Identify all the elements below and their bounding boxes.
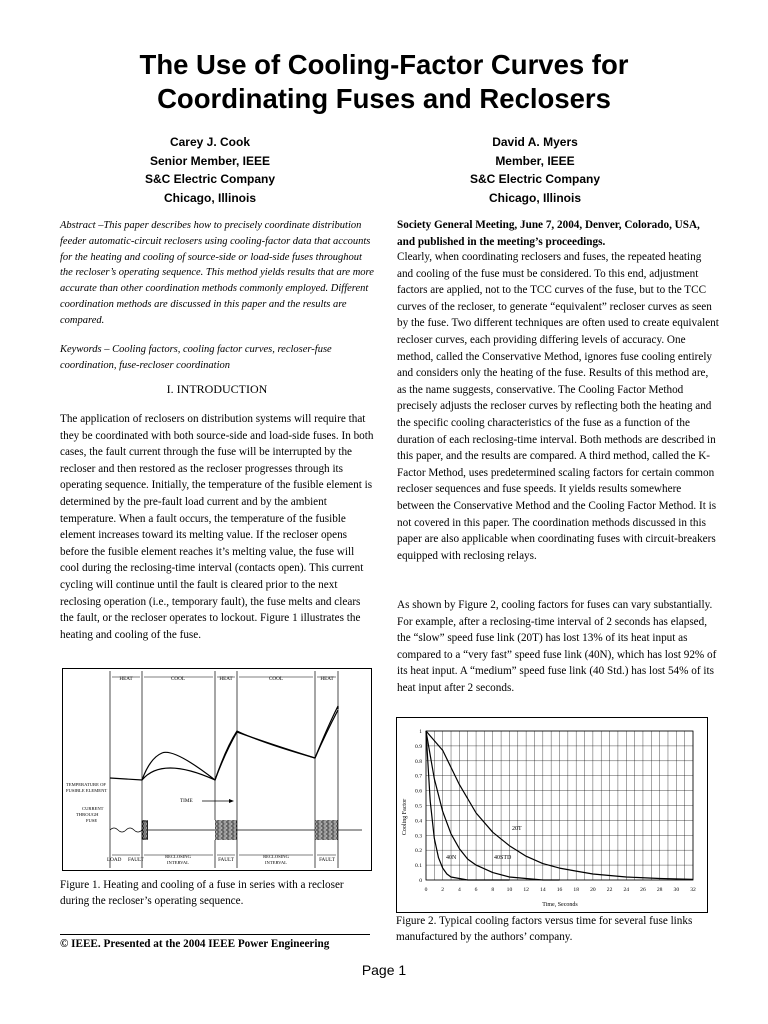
fig1-fault-current-3 <box>315 820 338 840</box>
author-company: S&C Electric Company <box>469 172 601 186</box>
chart-x-tick-label: 20 <box>590 887 596 893</box>
chart-y-tick-label: 0.7 <box>415 773 422 780</box>
chart-x-tick-label: 24 <box>623 887 630 893</box>
copyright-footer: © IEEE. Presented at the 2004 IEEE Power Engineering <box>60 938 330 950</box>
chart-x-tick-label: 32 <box>690 887 696 893</box>
series-label-40STD: 40STD <box>494 855 512 861</box>
chart-x-tick-label: 2 <box>441 887 445 893</box>
fig1-label-cool-2: COOL <box>268 676 284 682</box>
chart-x-tick-label: 4 <box>457 887 461 893</box>
chart-x-tick-label: 8 <box>491 887 495 893</box>
fig1-label-heat: HEAT <box>119 676 133 682</box>
keywords: Keywords – Cooling factors, cooling factor curves, recloser-fuse coordination, fuse-recloser coordination <box>60 344 332 371</box>
chart-x-tick-label: 28 <box>656 887 663 893</box>
figure-1-diagram <box>62 668 372 871</box>
body-paragraph-2: As shown by Figure 2, cooling factors for fuses can vary substantially. For example, after a reclosing-time interval of 2 seconds has elapsed, the “slow” speed fuse link (20T) has lost 13% of its heat input as compared to a “very fast” speed fuse link (40N), which has lost 92% of its heat input. A “medium” speed fuse link (40 Std.) has lost 54% of its heat input after 2 seconds. <box>397 599 717 694</box>
fig1-label-load: LOAD <box>107 857 122 863</box>
author-name: David A. Myers <box>492 135 578 149</box>
paper-title <box>0 48 768 116</box>
chart-y-tick-label: 1 <box>419 729 422 735</box>
fig1-label-fault: FAULT <box>128 857 144 863</box>
chart-x-tick-label: 12 <box>523 887 529 893</box>
author-location: Chicago, Illinois <box>488 190 581 205</box>
figure-1-caption: Figure 1. Heating and cooling of a fuse in series with a recloser during the recloser’s operating sequence. <box>60 879 344 907</box>
title-line-1: The Use of Cooling-Factor Curves for <box>139 49 629 80</box>
footer-divider <box>60 934 370 935</box>
fig1-label-time: TIME <box>180 798 193 804</box>
chart-y-tick-label: 0.9 <box>415 743 422 750</box>
fig1-label-temperature: TEMPERATURE OF <box>66 782 106 787</box>
meeting-note: Society General Meeting, June 7, 2004, Denver, Colorado, USA, and published in the meeting’s proceedings. <box>397 219 700 248</box>
fig1-label-fault-3: FAULT <box>319 857 335 863</box>
title-line-2: Coordinating Fuses and Reclosers <box>157 83 611 114</box>
fig1-label-reclosing-2: RECLOSING <box>263 854 289 859</box>
author-location: Chicago, Illinois <box>163 190 256 205</box>
chart-y-label: Cooling Factor <box>402 798 408 836</box>
author-block-1 <box>95 133 325 207</box>
section-heading-introduction: I. INTRODUCTION <box>166 382 268 396</box>
body-paragraph-1: Clearly, when coordinating reclosers and fuses, the repeated heating and cooling of the fuse must be considered. To this end, adjustment factors are applied, not to the TCC curves of the fuse, but to the TCC curves of the recloser, to generate “equivalent” recloser curves as seen by the fuse. Two different techniques are often used to create equivalent recloser curves, each providing differing levels of accuracy. One method, called the Conservative Method, ignores fuse cooling entirely and considers only the heating of the fuse. Results of this method are, as the name suggests, conservative. The Cooling Factor Method precisely adjusts the recloser curves by reflecting both the heating and the specific cooling characteristics of the fuse as a function of the duration of each reclosing-time interval. Both methods are described in this paper, and the results are compared. A third method, called the K-Factor Method, uses predetermined scaling factors for certain common recloser sequences and fuse speeds. It yields results somewhere between the Conservative Method and the Cooling Factor Method. It is not covered in this paper. The coordination methods discussed in this paper are also applicable when coordinating fuses with circuit-breakers equipped with reclosing relays. <box>397 251 719 562</box>
fig1-label-heat-3: HEAT <box>320 676 334 682</box>
chart-x-tick-label: 16 <box>556 887 563 893</box>
abstract: Abstract –This paper describes how to precisely coordinate distribution feeder automatic-circuit reclosers using cooling-factor data that accounts for the heating and cooling of source-side or load-side fuses throughout the recloser’s operating sequence. This method yields results that are more accurate than other coordination methods commonly employed. Different coordination methods are discussed in this paper and the results are compared. <box>60 220 374 326</box>
fig1-label-fusible-element: FUSIBLE ELEMENT <box>66 788 108 793</box>
fig1-fault-current-2 <box>215 820 237 840</box>
fig1-label-fuse: FUSE <box>86 818 98 823</box>
chart-x-tick-label: 30 <box>673 887 680 893</box>
fig1-label-reclosing: RECLOSING <box>165 854 191 859</box>
author-role: Member, IEEE <box>495 153 575 168</box>
chart-frame <box>397 718 708 913</box>
author-block-2 <box>420 133 650 207</box>
chart-y-tick-label: 0.3 <box>415 833 422 840</box>
figure-2-chart <box>396 717 708 913</box>
page-number: Page 1 <box>361 962 407 978</box>
chart-y-tick-label: 0 <box>419 878 422 884</box>
author-name: Carey J. Cook <box>169 135 251 149</box>
fig1-label-heat-2: HEAT <box>219 676 233 682</box>
chart-x-tick-label: 6 <box>474 887 478 893</box>
chart-y-tick-label: 0.6 <box>415 788 422 795</box>
figure-2-caption: Figure 2. Typical cooling factors versus time for several fuse links manufactured by the authors’ company. <box>396 915 693 943</box>
author-company: S&C Electric Company <box>144 172 276 186</box>
chart-y-tick-label: 0.1 <box>415 863 422 870</box>
author-role: Senior Member, IEEE <box>149 153 271 168</box>
fig1-label-current: CURRENT <box>82 806 104 811</box>
chart-x-tick-label: 0 <box>424 887 428 893</box>
series-label-20T: 20T <box>512 826 522 832</box>
introduction-paragraph: The application of reclosers on distribution systems will require that they be coordinated with both source-side and load-side fuses. In both cases, the fault current through the fuse will be interrupted by the recloser and then restored as the recloser progresses through its operating sequence. Initially, the temperature of the fusible element is determined by the pre-fault load current and by the ambient temperature. When a fault occurs, the temperature of the fusible element increases toward its melting value. If the recloser opens before the fusible element reaches it’s melting value, the fuse will cool during the reclosing-time interval (contacts open). This current cycling will continue until the fault is cleared prior to the next reclosing operation (i.e., temporary fault), the fuse melts and clears the fault, or the recloser operates to lockout. Figure 1 illustrates the heating and cooling of the fuse. <box>60 413 374 641</box>
fig1-label-fault-2: FAULT <box>218 857 234 863</box>
chart-x-tick-label: 10 <box>506 887 513 893</box>
fig1-label-cool: COOL <box>170 676 186 682</box>
chart-y-tick-label: 0.5 <box>415 803 422 810</box>
fig1-label-interval: INTERVAL <box>166 860 190 865</box>
chart-x-tick-label: 18 <box>573 887 579 893</box>
chart-x-tick-label: 14 <box>540 887 546 893</box>
chart-y-tick-label: 0.2 <box>415 848 422 855</box>
chart-x-tick-label: 22 <box>606 887 613 893</box>
series-label-40N: 40N <box>446 855 457 861</box>
chart-x-label: Time, Seconds <box>542 902 578 908</box>
chart-y-tick-label: 0.4 <box>415 818 422 825</box>
chart-y-tick-label: 0.8 <box>415 758 422 765</box>
fig1-label-interval-2: INTERVAL <box>264 860 288 865</box>
fig1-label-through: THROUGH <box>76 812 99 817</box>
chart-x-tick-label: 26 <box>640 887 646 893</box>
